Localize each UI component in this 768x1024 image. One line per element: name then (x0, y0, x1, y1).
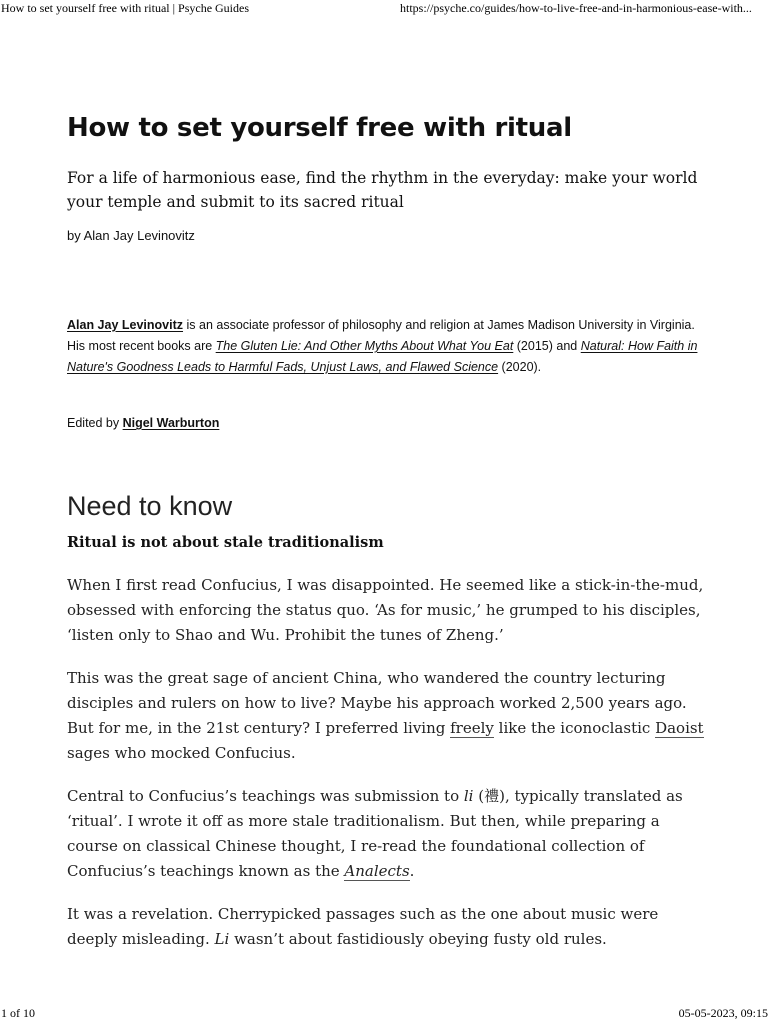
print-page-title: How to set yourself free with ritual | Psyche Guides (1, 1, 250, 15)
analects-title: Analects (344, 862, 410, 880)
paragraph-text: This was the great sage of ancient China, who wandered the country lecturing disciples and rulers on how to live? Maybe his approach worked 2,500 years ago. But for me, in the 21st century? I preferred living (67, 669, 687, 737)
subheading: Ritual is not about stale traditionalism (67, 534, 384, 551)
bio-text: (2020). (498, 360, 542, 374)
link-daoist[interactable]: Daoist (655, 719, 704, 737)
author-bio (67, 315, 707, 378)
paragraph-text: . (409, 862, 415, 880)
bio-text: is an associate professor of philosophy and religion at James Madison University in Virginia. His most recent books are (67, 318, 695, 353)
paragraph-text: sages who mocked Confucius. (67, 744, 296, 762)
paragraph-text: wasn’t about fastidiously obeying fusty old rules. (229, 930, 607, 948)
print-date: 05-05-2023, 09:15 (678, 1006, 768, 1020)
body-paragraph (67, 666, 705, 766)
body-paragraph (67, 784, 705, 884)
link-freely[interactable]: freely (450, 719, 494, 737)
edited-by (67, 414, 219, 432)
section-heading: Need to know (67, 491, 233, 521)
li-term: Li (214, 930, 230, 948)
article-standfirst: For a life of harmonious ease, find the rhythm in the everyday: make your world your temple and submit to its sacred ritual (67, 169, 698, 211)
li-term: li (463, 787, 474, 805)
print-page-url: https://psyche.co/guides/how-to-live-free-and-in-harmonious-ease-with... (400, 1, 752, 15)
article-title: How to set yourself free with ritual (67, 113, 572, 143)
editor-link[interactable]: Nigel Warburton (122, 416, 220, 430)
edited-by-prefix: Edited by (67, 416, 123, 430)
book-link-natural[interactable]: Natural: How Faith in Nature's Goodness Leads to Harmful Fads, Unjust Laws, and Flawed Science (67, 339, 698, 374)
print-header (0, 1, 768, 17)
body-paragraph: When I first read Confucius, I was disappointed. He seemed like a stick-in-the-mud, obsessed with enforcing the status quo. ‘As for music,’ he grumped to his disciples, ‘listen only to Shao and Wu. Prohibit the tunes of Zheng.’ (67, 576, 704, 644)
link-analects[interactable] (344, 862, 409, 881)
author-link[interactable]: Alan Jay Levinovitz (67, 318, 184, 332)
paragraph-text: It was a revelation. Cherrypicked passages such as the one about music were deeply misleading. (67, 905, 659, 948)
page-number: 1 of 10 (1, 1006, 35, 1020)
byline: by Alan Jay Levinovitz (67, 228, 195, 243)
paragraph-text: like the iconoclastic (493, 719, 656, 737)
book-link-gluten-lie[interactable]: The Gluten Lie: And Other Myths About What You Eat (215, 339, 514, 353)
bio-text: (2015) and (513, 339, 581, 353)
print-footer (0, 1006, 768, 1022)
body-paragraph (67, 902, 705, 952)
paragraph-text: Central to Confucius’s teachings was submission to (67, 787, 464, 805)
paragraph-text: (禮), typically translated as ‘ritual’. I wrote it off as more stale traditionalism. But then, while preparing a course on classical Chinese thought, I re-read the foundational collection of Confucius’s teachings known as the (67, 787, 683, 880)
